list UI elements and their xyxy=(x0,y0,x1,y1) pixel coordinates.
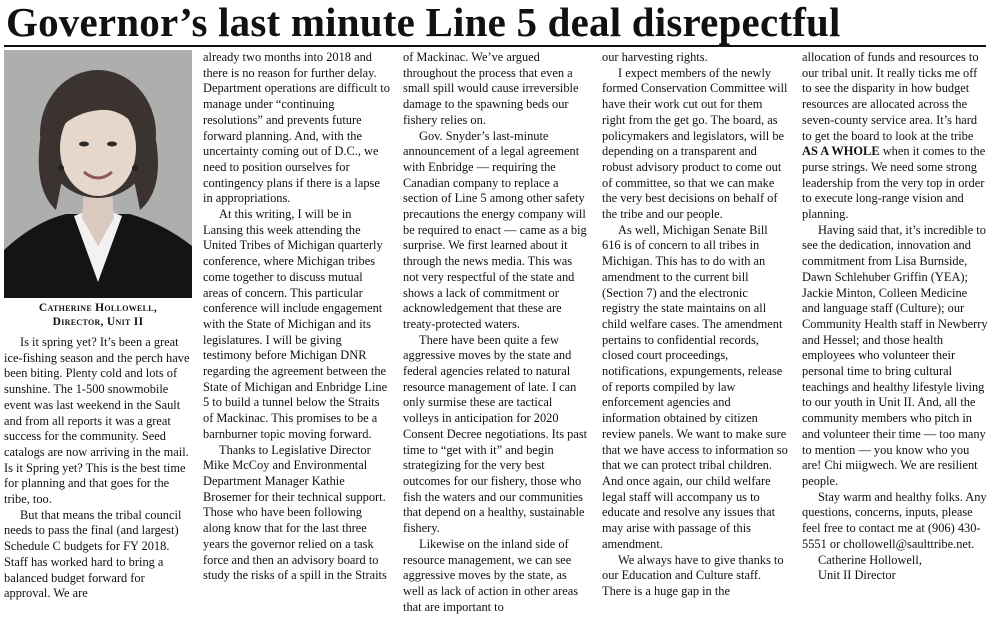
paragraph: But that means the tribal council needs to pass the final (and largest) Schedule C budgets for FY 2018. Staff has worked hard to bring a balanced budget forward for approval. We are xyxy=(4,507,182,601)
paragraph: Stay warm and healthy folks. Any questions, concerns, inputs, please feel free to contact me at (906) 430-5551 or chollowell@saulttribe.net. xyxy=(802,489,987,551)
text-run: when it comes to the purse strings. We need some strong leadership from the very top in order to execute long-range vision and planning. xyxy=(802,144,986,222)
column-1 xyxy=(4,50,192,620)
paragraph: Having said that, it’s incredible to see the dedication, innovation and commitment from Lisa Burnside, Dawn Schlehuber Griffin (YEA); Jackie Minton, Colleen Medicine and language staff (Culture); our Community Health staff in Newberry and Hessel; and those health employees who volunteer their personal time to bring cultural teachings and healthy lifestyle living to our youth in Unit II. And, all the community members who pitch in and volunteer their time — too many to mention — you know who you are! Chi miigwech. We are resilient people. xyxy=(802,222,988,488)
headline-rule xyxy=(4,45,986,47)
paragraph: Thanks to Legislative Director Mike McCoy and Environmental Department Manager Kathie Brosemer for their technical support. Those who have been following along know that for the last three years the governor relied on a task force and then an advisory board to study the risks of a spill in the Straits xyxy=(203,442,387,583)
paragraph: Is it spring yet? It’s been a great ice-fishing season and the perch have been biting. Plenty cold and lots of sunshine. The 1-500 snowmobile event was last weekend in the Sault and from all reports it was a great success for the community. Seed catalogs are now arriving in the mail. Is it Spring yet? This is the best time for planning and that goes for the tribe, too. xyxy=(4,335,190,507)
paragraph: There have been quite a few aggressive moves by the state and federal agencies related to natural resource management of late. I can only surmise these are tactical volleys in anticipation for 2020 Consent Decree negotiations. Its past time to “get with it” and begin strategizing for the very best outcomes for our fishery, those who fish the waters and our communities that depend on a healthy, sustainable fishery. xyxy=(403,332,588,536)
paragraph: already two months into 2018 and there is no reason for further delay. Department operations are difficult to manage under “continuing resolutions” and prevents future forward planning. And, with the uncertainty coming out of D.C., we need to position ourselves for contingency plans if there is a lapse in appropriations. xyxy=(203,50,390,206)
paragraph: I expect members of the newly formed Conservation Committee will have their work cut out for them right from the get go. The board, as policymakers and legislators, will be depending on a transparent and robust advisory product to come out of committee, so that we can make the very best decisions on behalf of the tribe and our people. xyxy=(602,65,788,222)
caption-name: Catherine Hollowell, xyxy=(38,302,158,314)
paragraph xyxy=(802,50,988,223)
column-2 xyxy=(203,50,390,620)
paragraph: Likewise on the inland side of resource management, we can see aggressive moves by the state, as well as lack of action in other areas that are important to xyxy=(403,536,579,614)
photo-caption xyxy=(4,301,192,329)
headline: Governor’s last minute Line 5 deal disrepectful xyxy=(6,0,841,45)
signature-name: Catherine Hollowell, xyxy=(818,552,922,567)
text-run: allocation of funds and resources to our tribal unit. It really ticks me off to see the disparity in how budget resources are allocated across the seven-county service area. It’s hard to get the board to look at the tribe xyxy=(802,50,979,143)
column-4 xyxy=(602,50,788,620)
author-photo xyxy=(4,50,192,298)
paragraph: At this writing, I will be in Lansing this week attending the United Tribes of Michigan quarterly conference, where Michigan tribes come together to discuss mutual areas of concern. This particular conference will include engagement with the State of Michigan and its legislatures. I will be giving testimony before Michigan DNR regarding the agreement between the State of Michigan and Enbridge Line 5 to build a tunnel below the Straits of Mackinac. This promises to be a barnburner topic moving forward. xyxy=(203,207,388,441)
column-5 xyxy=(802,50,988,620)
paragraph: our harvesting rights. xyxy=(602,50,708,64)
paragraph: of Mackinac. We’ve argued throughout the process that even a small spill would cause irreversible damage to the spawning beds our fishery relies on. xyxy=(403,50,579,127)
column-3 xyxy=(403,50,589,620)
paragraph: Gov. Snyder’s last-minute announcement of a legal agreement with Enbridge — requiring the Canadian company to replace a section of Line 5 among other safety precautions the energy company will be required to enact — came as a big surprise. We first learned about it through the news media. This was not very respectful of the state and shows a lack of commitment or acknowledgement that these are treaty-protected waters. xyxy=(403,128,587,331)
paragraph: As well, Michigan Senate Bill 616 is of concern to all tribes in Michigan. This has to do with an amendment to the current bill (Section 7) and the electronic registry the state maintains on all child welfare cases. The amendment pertains to confidential records, closed court proceedings, notifications, expungements, release of reports compiled by law enforcement agencies and information obtained by citizen review panels. We want to make sure that we have access to information so that we can protect tribal children. And once again, our child welfare legal staff will accompany us to educate and resolve any issues that may arise with passage of this amendment. xyxy=(602,222,788,551)
caption-title: Director, Unit II xyxy=(52,316,144,328)
signature-title: Unit II Director xyxy=(818,568,896,583)
emphasis-text: AS A WHOLE xyxy=(802,144,880,159)
paragraph: We always have to give thanks to our Education and Culture staff. There is a huge gap in the xyxy=(602,552,784,598)
